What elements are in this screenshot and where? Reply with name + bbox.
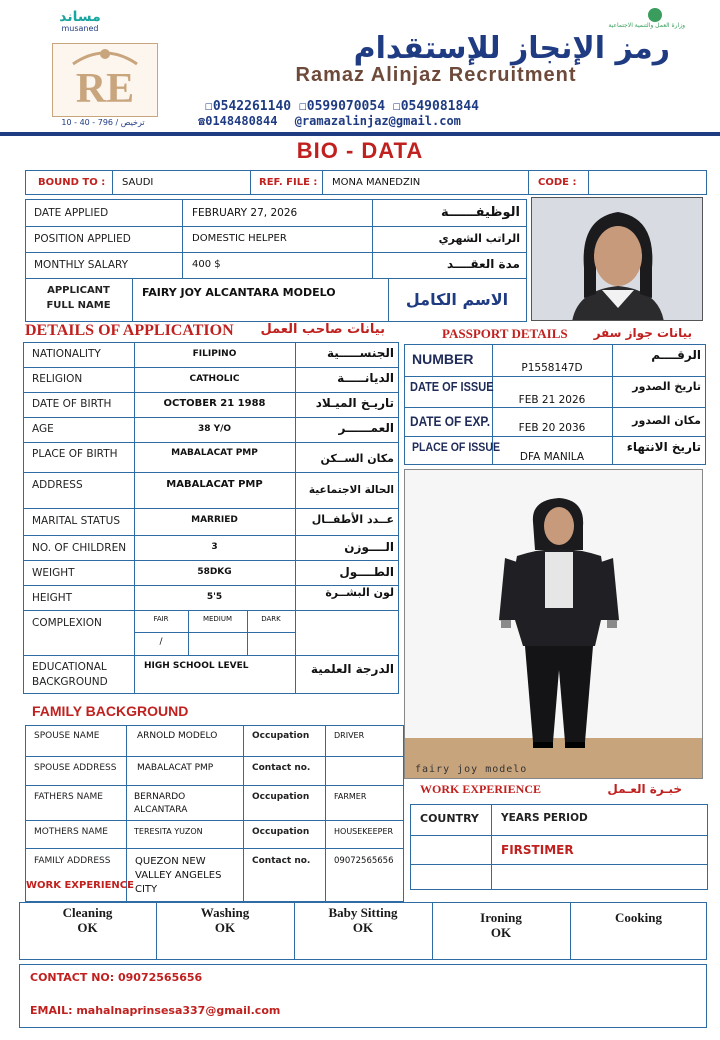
spouse-contact-label: Contact no. bbox=[252, 763, 311, 773]
applicant-portrait-photo bbox=[531, 197, 703, 321]
height-label: HEIGHT bbox=[32, 592, 73, 604]
expiry-date-ar: مكان الصدور bbox=[632, 414, 701, 427]
spouse-address-label: SPOUSE ADDRESS bbox=[34, 763, 117, 773]
contact-email bbox=[30, 1004, 280, 1017]
religion-label: RELIGION bbox=[32, 373, 83, 385]
spouse-name-value: ARNOLD MODELO bbox=[137, 731, 218, 741]
contact-line bbox=[198, 114, 673, 130]
company-name-ar: رمز الإنجاز للإستقدام bbox=[353, 31, 670, 66]
skill-washing-name: Washing bbox=[200, 905, 250, 920]
fullbody-figure-icon bbox=[405, 470, 703, 779]
logo-letters: RE bbox=[75, 66, 135, 112]
education-value: HIGH SCHOOL LEVEL bbox=[144, 661, 249, 671]
full-name-ar: الاسم الكامل bbox=[405, 290, 509, 309]
skill-cleaning bbox=[19, 905, 156, 935]
complexion-fair-mark: / bbox=[159, 637, 163, 647]
phone-4: 0148480844 bbox=[205, 114, 278, 128]
spouse-occupation-value: DRIVER bbox=[334, 731, 365, 740]
skill-ironing-name: Ironing bbox=[480, 910, 522, 925]
weight-label: WEIGHT bbox=[32, 567, 75, 579]
date-applied-label: DATE APPLIED bbox=[34, 207, 109, 219]
header-email: ramazalinjaz@gmail.com bbox=[301, 114, 461, 128]
telephone-icon: ☎ bbox=[198, 114, 206, 128]
work-experience-sublabel: WORK EXPERIENCE bbox=[26, 880, 134, 891]
skill-baby-sitting-value: OK bbox=[352, 920, 374, 935]
nationality-ar: الجنســـــية bbox=[326, 346, 394, 360]
years-period-header: YEARS PERIOD bbox=[501, 812, 588, 824]
father-occupation-value: FARMER bbox=[334, 792, 367, 801]
email-icon: @ bbox=[294, 114, 302, 128]
education-label-1: EDUCATIONAL bbox=[32, 661, 107, 673]
complexion-medium: MEDIUM bbox=[202, 615, 233, 623]
applicant-fullbody-photo bbox=[404, 469, 703, 779]
portrait-figure-icon bbox=[532, 198, 703, 321]
nationality-value: FILIPINO bbox=[192, 349, 237, 359]
phone-icon: ☐ bbox=[298, 99, 307, 114]
code-label: CODE : bbox=[538, 177, 577, 188]
dob-value: OCTOBER 21 1988 bbox=[163, 398, 266, 409]
skill-baby-sitting-name: Baby Sitting bbox=[328, 905, 398, 920]
expiry-date-value: FEB 20 2036 bbox=[518, 422, 586, 434]
skill-cooking-name: Cooking bbox=[615, 910, 662, 925]
place-of-issue-ar: تاريخ الانتهاء bbox=[626, 440, 701, 454]
license-number: ترخيص / 796 - 40 - 10 bbox=[61, 118, 145, 127]
complexion-dark: DARK bbox=[261, 615, 281, 623]
passport-number-ar: الرقــــم bbox=[651, 348, 701, 362]
spouse-address-value: MABALACAT PMP bbox=[137, 763, 214, 773]
work-experience-title: WORK EXPERIENCE bbox=[420, 782, 542, 796]
phone-1: 0542261140 bbox=[212, 99, 292, 114]
father-occupation-label: Occupation bbox=[252, 792, 310, 802]
skill-ironing-value: OK bbox=[490, 925, 512, 940]
complexion-fair: FAIR bbox=[153, 615, 169, 623]
father-name-label: FATHERS NAME bbox=[34, 792, 103, 802]
company-logo-icon bbox=[53, 44, 157, 116]
family-contact-value: 09072565656 bbox=[334, 856, 394, 866]
phone-icon: ☐ bbox=[205, 99, 213, 114]
skill-cooking bbox=[570, 910, 707, 925]
details-title: DETAILS OF APPLICATION bbox=[25, 322, 234, 339]
passport-number-label: NUMBER bbox=[412, 351, 474, 367]
phone-icon: ☐ bbox=[392, 99, 401, 114]
position-applied-ar: الراتب الشهري bbox=[438, 232, 520, 245]
ministry-emblem-icon bbox=[648, 8, 662, 22]
passport-title-ar: بيانات جواز سفر bbox=[593, 326, 692, 340]
family-contact-label: Contact no. bbox=[252, 856, 311, 866]
bound-label: BOUND TO : bbox=[38, 177, 106, 188]
monthly-salary-ar: مدة العقــــد bbox=[447, 257, 520, 271]
country-header: COUNTRY bbox=[420, 812, 479, 825]
position-applied-value: DOMESTIC HELPER bbox=[192, 233, 287, 244]
issue-date-label: DATE OF ISSUE bbox=[410, 380, 494, 394]
place-of-issue-label: PLACE OF ISSUE bbox=[412, 440, 501, 454]
age-label: AGE bbox=[32, 423, 54, 435]
address-label: ADDRESS bbox=[32, 479, 83, 491]
contact-email-value: mahalnaprinsesa337@gmail.com bbox=[76, 1004, 281, 1017]
issue-date-value: FEB 21 2026 bbox=[518, 394, 586, 406]
address-value: MABALACAT PMP bbox=[166, 479, 263, 490]
family-address-value-3: CITY bbox=[135, 884, 158, 895]
date-applied-ar: الوظيفــــــة bbox=[441, 205, 520, 220]
weight-value: 58DKG bbox=[197, 567, 232, 577]
musaned-ar: مساند bbox=[59, 9, 101, 25]
contact-phone-value: 09072565656 bbox=[118, 971, 203, 984]
height-value: 5'5 bbox=[206, 592, 223, 602]
phone-3: 0549081844 bbox=[400, 99, 479, 114]
marital-status-label: MARITAL STATUS bbox=[32, 515, 120, 527]
family-address-value-2: VALLEY ANGELES bbox=[135, 870, 222, 881]
company-name-en: Ramaz Alinjaz Recruitment bbox=[295, 64, 577, 86]
religion-value: CATHOLIC bbox=[189, 374, 240, 384]
marital-status-value: MARRIED bbox=[191, 515, 238, 525]
family-address-label: FAMILY ADDRESS bbox=[34, 856, 111, 866]
nationality-label: NATIONALITY bbox=[32, 348, 101, 360]
spouse-name-label: SPOUSE NAME bbox=[34, 731, 100, 741]
full-name-value: FAIRY JOY ALCANTARA MODELO bbox=[142, 286, 336, 299]
photo-caption: fairy joy modelo bbox=[415, 764, 528, 775]
ref-label: REF. FILE : bbox=[259, 177, 318, 188]
musaned-logo bbox=[40, 10, 120, 32]
height-ar: لون البشــرة bbox=[325, 586, 394, 599]
family-address-value-1: QUEZON NEW bbox=[135, 856, 206, 867]
family-title: FAMILY BACKGROUND bbox=[32, 703, 189, 719]
spouse-occupation-label: Occupation bbox=[252, 731, 310, 741]
skill-washing-value: OK bbox=[214, 920, 236, 935]
position-applied-label: POSITION APPLIED bbox=[34, 233, 131, 245]
dob-ar: تاريـخ الميـلاد bbox=[315, 396, 394, 410]
skill-cleaning-value: OK bbox=[77, 920, 98, 935]
dob-label: DATE OF BIRTH bbox=[32, 398, 112, 410]
father-name-value-1: BERNARDO bbox=[134, 792, 186, 802]
musaned-latin: musaned bbox=[61, 24, 99, 33]
complexion-label: COMPLEXION bbox=[32, 617, 102, 629]
mother-occupation-value: HOUSEKEEPER bbox=[334, 827, 394, 836]
education-label-2: BACKGROUND bbox=[32, 676, 108, 688]
details-title-ar: بيانات صاحب العمل bbox=[260, 322, 385, 337]
mother-name-value: TERESITA YUZON bbox=[134, 827, 203, 836]
ref-value: MONA MANEDZIN bbox=[332, 177, 421, 188]
monthly-salary-value: 400 $ bbox=[192, 259, 221, 270]
bound-value: SAUDI bbox=[122, 177, 154, 188]
mother-name-label: MOTHERS NAME bbox=[34, 827, 108, 837]
address-ar: الحالة الاجتماعية bbox=[308, 484, 394, 496]
marital-status-ar: عــدد الأطفــال bbox=[311, 513, 394, 526]
children-label: NO. OF CHILDREN bbox=[32, 542, 127, 554]
monthly-salary-label: MONTHLY SALARY bbox=[34, 259, 129, 271]
age-value: 38 Y/O bbox=[197, 424, 232, 434]
weight-ar: الطــــول bbox=[339, 565, 394, 579]
skill-washing bbox=[156, 905, 294, 935]
passport-number-value: P1558147D bbox=[521, 362, 583, 374]
ministry-name: وزارة العمل والتنمية الاجتماعية bbox=[608, 22, 685, 29]
contact-email-label: EMAIL: bbox=[30, 1004, 73, 1017]
father-name-value-2: ALCANTARA bbox=[134, 805, 188, 815]
place-of-birth-value: MABALACAT PMP bbox=[171, 448, 258, 458]
passport-title: PASSPORT DETAILS bbox=[442, 326, 568, 341]
skill-cleaning-name: Cleaning bbox=[62, 905, 113, 920]
company-logo bbox=[52, 43, 158, 117]
full-name-label-2: FULL NAME bbox=[46, 300, 111, 311]
skill-baby-sitting bbox=[294, 905, 432, 935]
phone-2: 0599070054 bbox=[306, 99, 386, 114]
mother-occupation-label: Occupation bbox=[252, 827, 310, 837]
place-of-issue-value: DFA MANILA bbox=[519, 451, 585, 463]
page-title: BIO - DATA bbox=[296, 138, 424, 163]
contact-phone bbox=[30, 971, 202, 984]
education-ar: الدرجة العلمية bbox=[310, 662, 394, 676]
children-ar: الــــوزن bbox=[344, 540, 394, 554]
full-name-label-1: APPLICANT bbox=[47, 285, 110, 296]
contact-phone-label: CONTACT NO: bbox=[30, 971, 115, 984]
religion-ar: الديانـــــة bbox=[337, 371, 394, 385]
place-of-birth-ar: مكان الســكن bbox=[320, 452, 394, 465]
place-of-birth-label: PLACE OF BIRTH bbox=[32, 448, 118, 460]
issue-date-ar: تاريخ الصدور bbox=[632, 380, 701, 393]
date-applied-value: FEBRUARY 27, 2026 bbox=[192, 207, 298, 219]
skill-ironing bbox=[432, 910, 570, 940]
expiry-date-label: DATE OF EXP. bbox=[410, 414, 491, 429]
first-timer-status: FIRSTIMER bbox=[501, 843, 574, 857]
phone-line bbox=[205, 99, 675, 115]
ministry-logo bbox=[608, 8, 685, 32]
children-value: 3 bbox=[211, 542, 218, 552]
letterhead bbox=[0, 0, 720, 136]
age-ar: العمــــــر bbox=[338, 421, 394, 435]
work-experience-title-ar: خبـرة العـمل bbox=[607, 782, 682, 796]
